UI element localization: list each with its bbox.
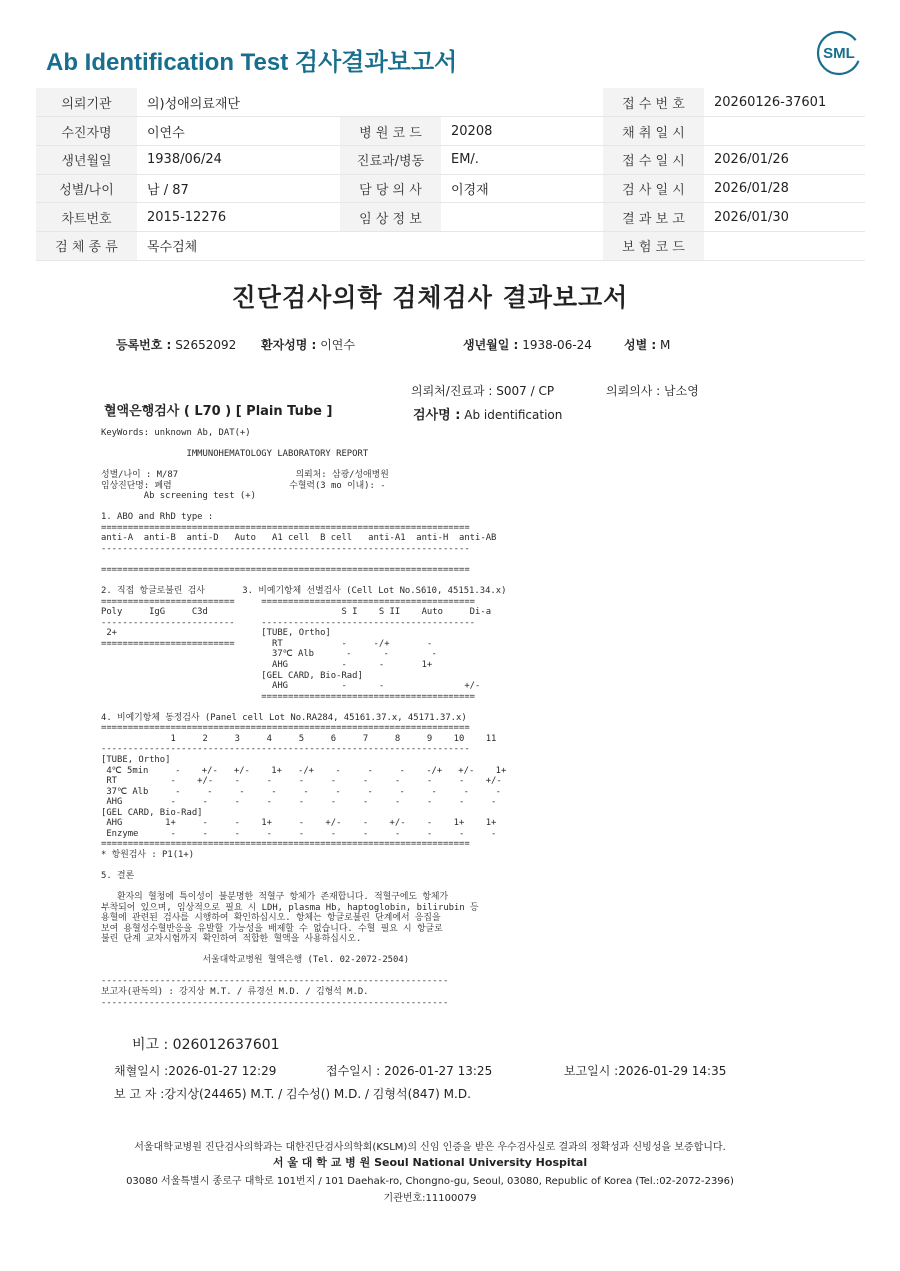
info-label: 의뢰기관	[36, 88, 137, 117]
info-value: 이연수	[137, 117, 340, 146]
info-label: 진료과/병동	[340, 145, 441, 174]
info-row	[36, 174, 865, 203]
info-row	[36, 203, 865, 232]
info-label: 결 과 보 고	[603, 203, 704, 232]
info-label: 병 원 코 드	[340, 117, 441, 146]
info-label: 접 수 번 호	[603, 88, 704, 117]
hospital-address: 03080 서울특별시 종로구 대학로 101번지 / 101 Daehak-ro, Chongno-gu, Seoul, 03080, Republic of Korea (Tel.:02-2072-2396)	[126, 1176, 734, 1187]
logo-text: SML	[823, 45, 855, 62]
reporters: 보 고 자 :강지상(24465) M.T. / 김수성() M.D. / 김형석(847) M.D.	[114, 1087, 471, 1101]
certification-note: 서울대학교병원 진단검사의학과는 대한진단검사의학회(KSLM)의 신임 인증을 받은 우수검사실로 결과의 정확성과 신빙성을 보증합니다.	[134, 1142, 726, 1153]
info-label: 성별/나이	[36, 174, 137, 203]
report-title: 진단검사의학 검체검사 결과보고서	[231, 283, 629, 312]
info-value	[704, 117, 865, 146]
test-name: 검사명 : Ab identification	[413, 408, 563, 423]
info-value: 20260126-37601	[704, 88, 865, 117]
patient-name: 환자성명 : 이연수	[261, 338, 355, 352]
remark: 비고 : 026012637601	[132, 1037, 280, 1053]
info-value: 이경재	[441, 174, 603, 203]
info-value	[704, 231, 865, 260]
receipt-datetime: 접수일시 : 2026-01-27 13:25	[326, 1064, 493, 1078]
info-row	[36, 231, 865, 260]
test-group: 혈액은행검사 ( L70 ) [ Plain Tube ]	[104, 404, 333, 419]
sex: 성별 : M	[624, 338, 671, 352]
info-label: 수진자명	[36, 117, 137, 146]
requesting-dept: 의뢰처/진료과 : S007 / CP	[411, 384, 555, 398]
info-label: 검 체 종 류	[36, 231, 137, 260]
patient-info-table	[36, 88, 865, 261]
lab-report-body: KeyWords: unknown Ab, DAT(+) IMMUNOHEMATOLOGY LABORATORY REPORT 성별/나이 : M/87 의뢰처: 삼광/성애병원 임상진단명: 폐렴 수혈력(3 mo 이내): - Ab screening test (+) 1. ABO and RhD type : ===================================================================== anti-A anti-B anti-D Auto A1 cell B cell anti-A1 anti-H anti-AB --------------------------------------------------------------------- ===================================================================== 2. 직접 항글로불린 검사 3. 비예기항체 선별검사 (Cell Lot No.S610, 45151.34.x) ========================= ======================================== Poly IgG C3d S I S II Auto Di-a ------------------------- ---------------------------------------- 2+ [TUBE, Ortho] ========================= RT - -/+ - 37℃ Alb - - - AHG - - 1+ [GEL CARD, Bio-Rad] AHG - - +/- ======================================== 4. 비예기항체 동정검사 (Panel cell Lot No.RA284, 45161.37.x, 45171.37.x) ===================================================================== 1 2 3 4 5 6 7 8 9 10 11 --------------------------------------------------------------------- [TUBE, Ortho] 4℃ 5min - +/- +/- 1+ -/+ - - - -/+ +/- 1+ RT - +/- - - - - - - - - +/- 37℃ Alb - - - - - - - - - - - AHG - - - - - - - - - - - [GEL CARD, Bio-Rad] AHG 1+ - - 1+ - +/- - +/- - 1+ 1+ Enzyme - - - - - - - - - - - ===================================================================== * 항원검사 : P1(1+) 5. 결론 환자의 혈청에 특이성이 불분명한 적혈구 항체가 존재합니다. 적혈구에도 항체가 부착되어 있으며, 임상적으로 필요 시 LDH, plasma Hb, haptoglobin, bilirubin 등 용혈에 관련된 검사를 시행하여 확인하십시오. 항체는 항글로불린 단계에서 응집을 보여 용혈성수혈반응을 유발할 가능성을 배제할 수 없습니다. 수혈 필요 시 항글로 불린 단계 교차시험까지 확인하여 적합한 혈액을 사용하십시오. 서울대학교병원 혈액은행 (Tel. 02-2072-2504) ----------------------------------------------------------------- 보고자(판독의) : 강지상 M.T. / 류경선 M.D. / 김형석 M.D. -----------------------------------------------------------------	[101, 428, 507, 1008]
info-label: 담 당 의 사	[340, 174, 441, 203]
info-row	[36, 117, 865, 146]
info-value: 2026/01/26	[704, 145, 865, 174]
info-value: 1938/06/24	[137, 145, 340, 174]
sml-logo	[814, 28, 864, 78]
info-row	[36, 145, 865, 174]
organization-number: 기관번호:11100079	[383, 1193, 477, 1204]
info-label: 차트번호	[36, 203, 137, 232]
info-row	[36, 88, 865, 117]
info-label: 접 수 일 시	[603, 145, 704, 174]
info-label: 임 상 정 보	[340, 203, 441, 232]
info-value	[441, 203, 603, 232]
collection-datetime: 채혈일시 :2026-01-27 12:29	[114, 1064, 277, 1078]
info-value: 20208	[441, 117, 603, 146]
page-title: Ab Identification Test 검사결과보고서	[46, 49, 458, 76]
info-value: 남 / 87	[137, 174, 340, 203]
birth-date: 생년월일 : 1938-06-24	[463, 338, 592, 352]
info-value: 2026/01/30	[704, 203, 865, 232]
info-label: 검 사 일 시	[603, 174, 704, 203]
info-value: 의)성애의료재단	[137, 88, 603, 117]
registration-number: 등록번호 : S2652092	[116, 338, 237, 352]
info-label: 보 험 코 드	[603, 231, 704, 260]
info-value: 목수검체	[137, 231, 603, 260]
info-label: 생년월일	[36, 145, 137, 174]
info-label: 채 취 일 시	[603, 117, 704, 146]
info-value: 2015-12276	[137, 203, 340, 232]
info-value: 2026/01/28	[704, 174, 865, 203]
info-value: EM/.	[441, 145, 603, 174]
hospital-name: 서 울 대 학 교 병 원 Seoul National University Hospital	[272, 1156, 588, 1169]
report-datetime: 보고일시 :2026-01-29 14:35	[564, 1064, 727, 1078]
requesting-doctor: 의뢰의사 : 남소영	[606, 384, 699, 398]
